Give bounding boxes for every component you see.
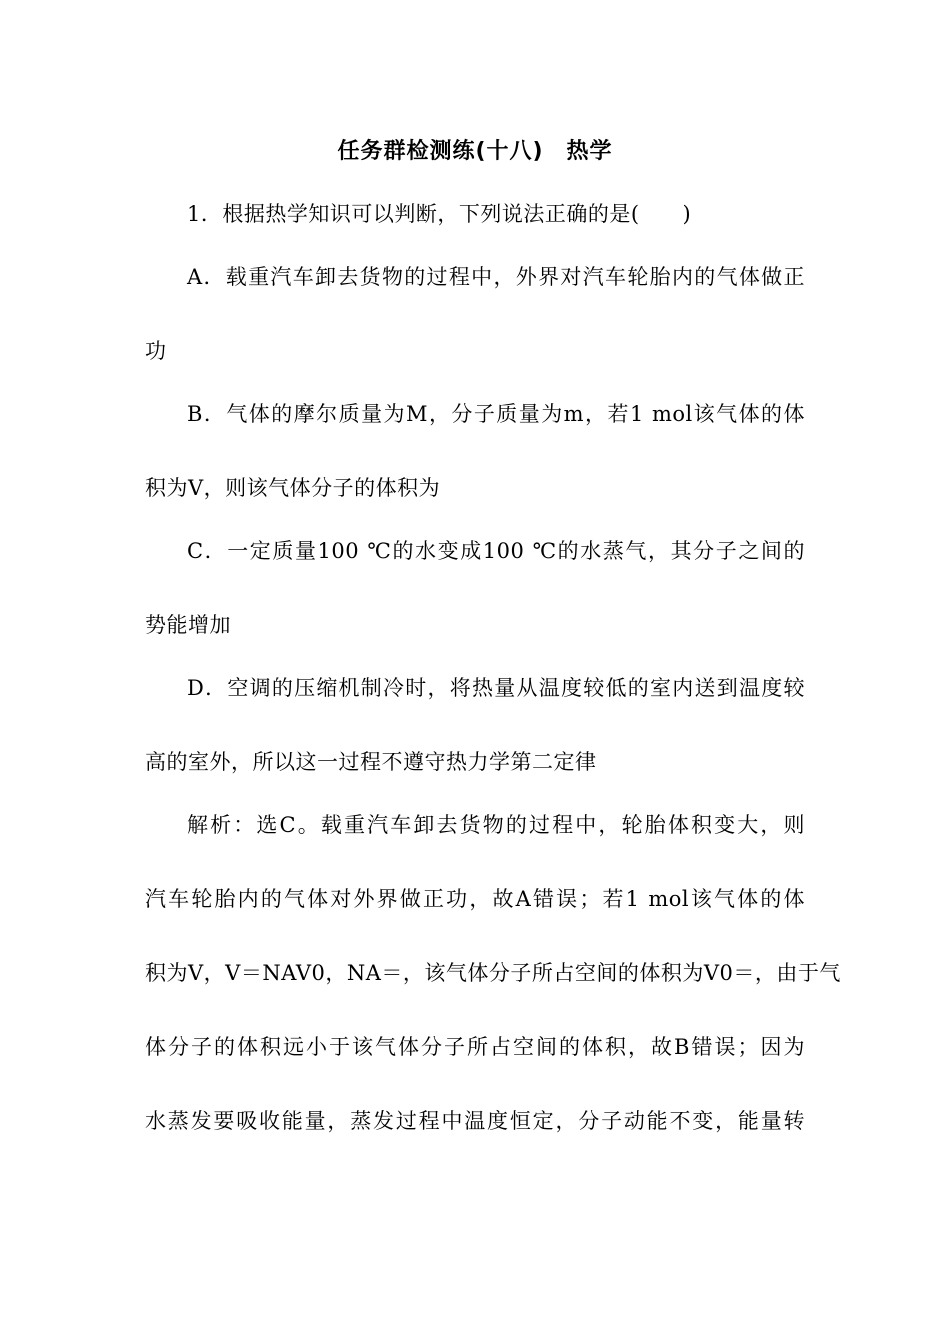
analysis-line-1: 解析：选C。载重汽车卸去货物的过程中，轮胎体积变大，则: [187, 813, 805, 837]
analysis-line-2: 汽车轮胎内的气体对外界做正功，故A错误；若1 mol该气体的体: [145, 887, 805, 911]
question-stem: 1．根据热学知识可以判断，下列说法正确的是( ): [187, 202, 692, 226]
option-d-line-1: D．空调的压缩机制冷时，将热量从温度较低的室内送到温度较: [187, 676, 805, 700]
option-a-line-2: 功: [145, 339, 167, 363]
analysis-line-4: 体分子的体积远小于该气体分子所占空间的体积，故B错误；因为: [145, 1035, 805, 1059]
option-c-line-1: C．一定质量100 ℃的水变成100 ℃的水蒸气，其分子之间的: [187, 539, 805, 563]
analysis-line-5: 水蒸发要吸收能量，蒸发过程中温度恒定，分子动能不变，能量转: [145, 1109, 805, 1133]
option-d-line-2: 高的室外，所以这一过程不遵守热力学第二定律: [145, 750, 597, 774]
document-title: 任务群检测练(十八) 热学: [337, 139, 613, 164]
option-b-line-2: 积为V，则该气体分子的体积为: [145, 476, 441, 500]
option-b-line-1: B．气体的摩尔质量为M，分子质量为m，若1 mol该气体的体: [187, 402, 805, 426]
option-a-line-1: A．载重汽车卸去货物的过程中，外界对汽车轮胎内的气体做正: [187, 265, 805, 289]
analysis-line-3: 积为V，V＝NAV0，NA＝，该气体分子所占空间的体积为V0＝，由于气: [145, 961, 841, 985]
option-c-line-2: 势能增加: [145, 613, 231, 637]
